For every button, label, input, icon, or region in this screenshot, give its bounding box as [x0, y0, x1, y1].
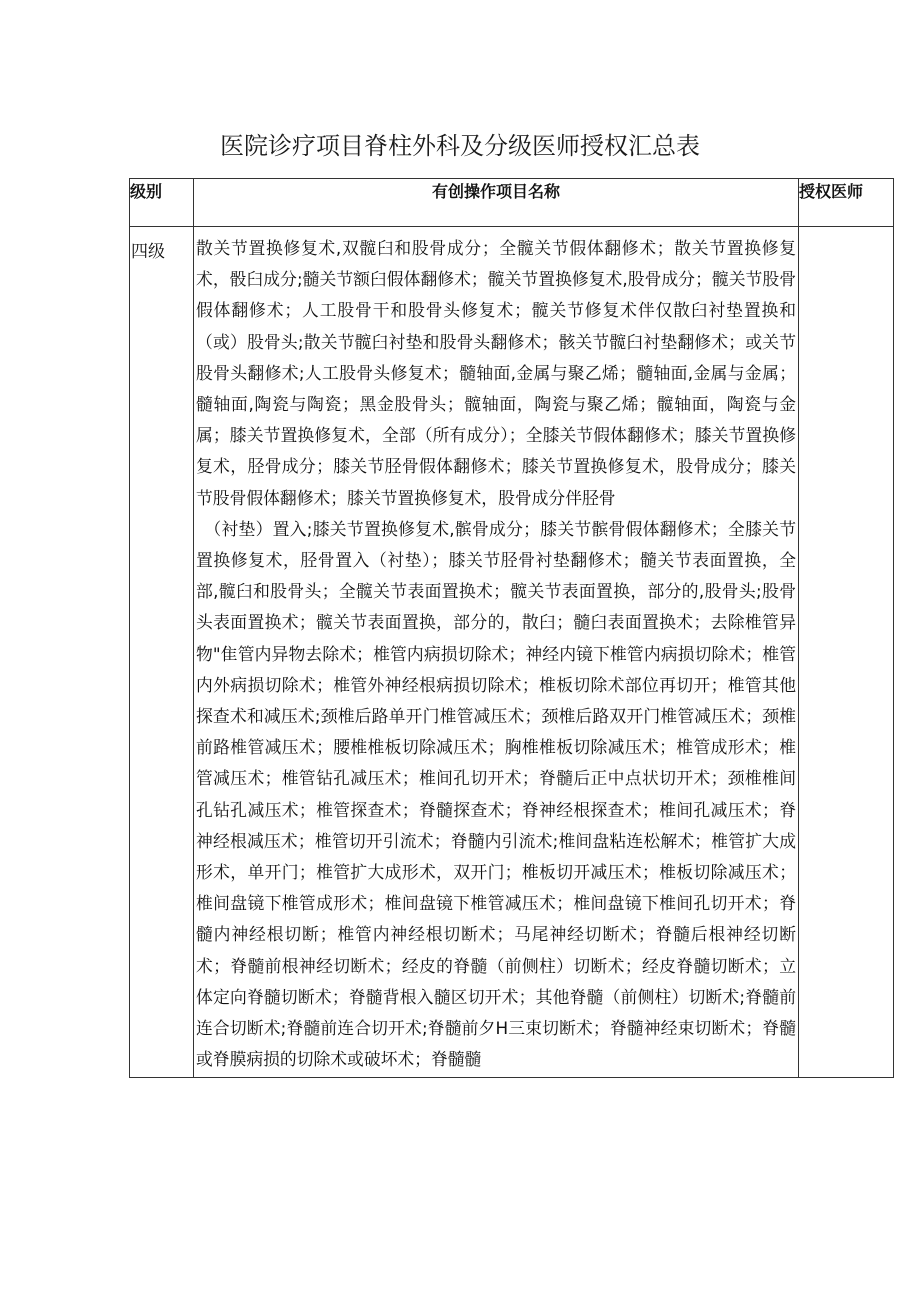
table-header-row — [130, 179, 894, 227]
authorization-table — [129, 178, 894, 1078]
table-row — [130, 227, 894, 1078]
header-authorized-doctor: 授权医师 — [799, 179, 894, 227]
header-level: 级别 — [130, 179, 194, 227]
cell-level: 四级 — [130, 227, 194, 1078]
procedure-paragraph-2: （衬垫）置入;膝关节置换修复术,髌骨成分；膝关节髌骨假体翻修术；全膝关节置换修复术，胫骨置入（衬垫）；膝关节胫骨衬垫翻修术；髓关节表面置换，全部,髋臼和股骨头；全髋关节表面置换术；髋关节表面置换，部分的,股骨头;股骨头表面置换术；髋关节表面置换，部分的，散臼；髓臼表面置换术；去除椎管异物"隹管内异物去除术；椎管内病损切除术；神经内镜下椎管内病损切除术；椎管内外病损切除术；椎管外神经根病损切除术；椎板切除术部位再切开；椎管其他探查术和减压术;颈椎后路单开门椎管减压术；颈椎后路双开门椎管减压术；颈椎前路椎管减压术；腰椎椎板切除减压术；胸椎椎板切除减压术；椎管成形术；椎管减压术；椎管钻孔减压术；椎间孔切开术；脊髓后正中点状切开术；颈椎椎间孔钻孔减压术；椎管探查术；脊髓探查术；脊神经根探查术；椎间孔减压术；脊神经根减压术；椎管切开引流术；脊髓内引流术;椎间盘粘连松解术；椎管扩大成形术，单开门；椎管扩大成形术，双开门；椎板切开减压术；椎板切除减压术；椎间盘镜下椎管成形术；椎间盘镜下椎管减压术；椎间盘镜下椎间孔切开术；脊髓内神经根切断；椎管内神经根切断术；马尾神经切断术；脊髓后根神经切断术；脊髓前根神经切断术；经皮的脊髓（前侧柱）切断术；经皮脊髓切断术；立体定向脊髓切断术；脊髓背根入髓区切开术；其他脊髓（前侧柱）切断术;脊髓前连合切断术;脊髓前连合切开术;脊髓前夕H三束切断术；脊髓神经束切断术；脊髓或脊膜病损的切除术或破坏术；脊髓髓 — [196, 518, 796, 1070]
cell-procedure-list — [194, 227, 799, 1078]
page-title: 医院诊疗项目脊柱外科及分级医师授权汇总表 — [220, 132, 700, 160]
header-procedure-name: 有创操作项目名称 — [194, 179, 799, 227]
cell-authorized-doctor — [799, 227, 894, 1078]
procedure-paragraph-1: 散关节置换修复术,双髋臼和股骨成分；全髋关节假体翻修术；散关节置换修复术，骰臼成分;髓关节额臼假体翻修术；髋关节置换修复术,股骨成分；髋关节股骨假体翻修术；人工股骨干和股骨头修复术；髋关节修复术伴仅散臼衬垫置换和（或）股骨头;散关节髋臼衬垫和股骨头翻修术；骸关节髋臼衬垫翻修术；或关节股骨头翻修术;人工股骨头修复术；髓轴面,金属与聚乙烯；髓轴面,金属与金属；髓轴面,陶瓷与陶瓷；黑金股骨头；髋轴面，陶瓷与聚乙烯；髋轴面，陶瓷与金属；膝关节置换修复术，全部（所有成分）；全膝关节假体翻修术；膝关节置换修复术，胫骨成分；膝关节胫骨假体翻修术；膝关节置换修复术，股骨成分；膝关节股骨假体翻修术；膝关节置换修复术，股骨成分伴胫骨 — [196, 238, 796, 508]
